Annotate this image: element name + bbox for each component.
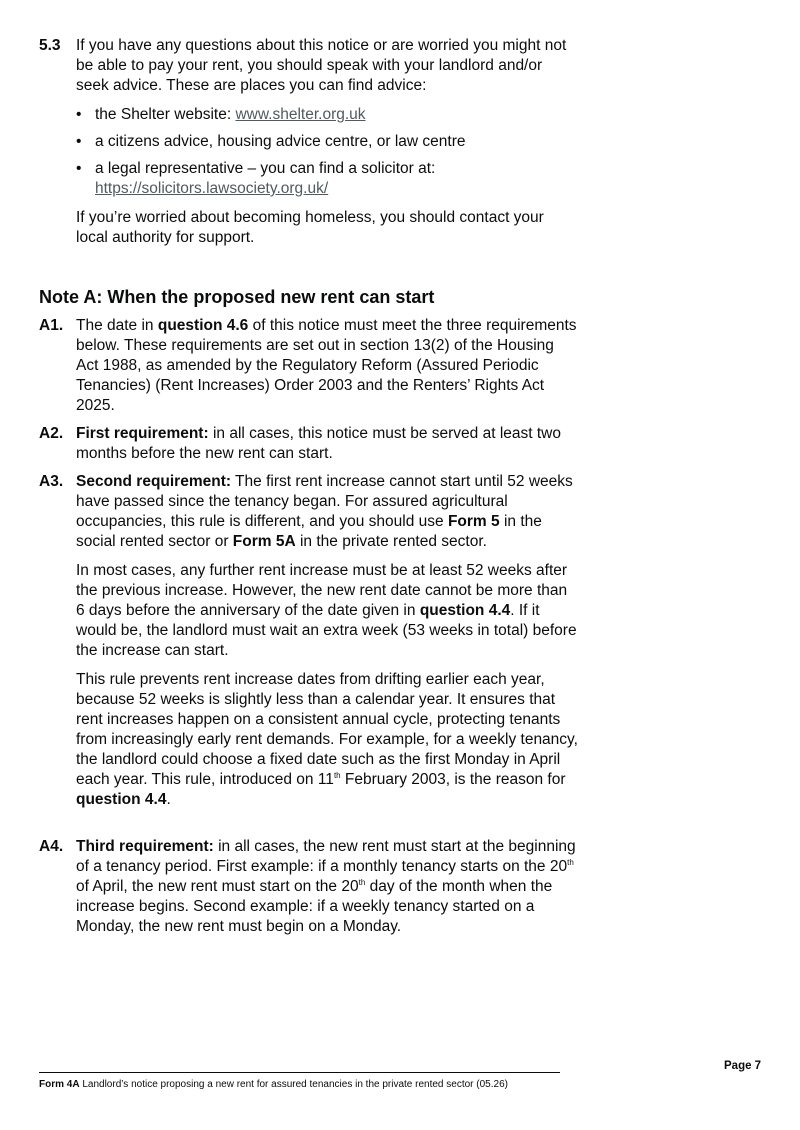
item-number: A1. [39,317,64,334]
law-society-link[interactable]: https://solicitors.lawsociety.org.uk/ [95,180,329,197]
page-number: Page 7 [724,1060,762,1072]
list-item-text: the Shelter website: [95,106,236,123]
note-a-heading: Note A: When the proposed new rent can start [39,287,435,307]
list-item-text: a citizens advice, housing advice centre, or law centre [95,133,466,150]
item-text: This rule prevents rent increase dates from drifting earlier each year, because 52 weeks is slightly less than a calendar year. It ensures that rent increases happen on a consistent annual cycle, protecting tenants from increasingly early rent demands. For example, for a weekly tenancy, the landlord could choose a fixed date such as the first Monday in April each year. This rule, introduced on 11th February 2003, is the reason for question 4.4. [76,671,578,808]
item-text: First requirement: in all cases, this notice must be served at least two months before the new rent can start. [76,425,562,462]
item-number: A3. [39,473,64,490]
section-number: 5.3 [39,37,61,54]
note-a1 [39,316,579,416]
footer-divider [39,1072,560,1073]
item-text: The date in question 4.6 of this notice must meet the three requirements below. These requirements are set out in section 13(2) of the Housing Act 1988, as amended by the Regulatory Reform (Assured Periodic Tenancies) (Rent Increases) Order 2003 and the Renters’ Rights Act 2025. [76,317,577,414]
list-item [76,159,579,199]
section-intro: If you have any questions about this notice or are worried you might not be able to pay your rent, you should speak with your landlord and/or seek advice. These are places you can find advice: [76,37,567,94]
item-text: Third requirement: in all cases, the new rent must start at the beginning of a tenancy period. First example: if a monthly tenancy starts on the 20th of April, the new rent must start on the 20th day of the month when the increase begins. Second example: if a weekly tenancy started on a Monday, the new rent must begin on a Monday. [76,838,576,935]
note-a3 [39,472,579,810]
note-a4 [39,837,579,937]
list-item [76,132,579,152]
footer-text [39,1078,508,1092]
section-5-3 [39,36,579,248]
list-item-text: a legal representative – you can find a solicitor at: [95,160,436,177]
advice-list [76,105,579,199]
form-title: Landlord’s notice proposing a new rent for assured tenancies in the private rented sector (05.26) [79,1079,508,1090]
section-outro: If you’re worried about becoming homeless, you should contact your local authority for support. [76,209,544,246]
shelter-link[interactable]: www.shelter.org.uk [235,106,366,123]
item-number: A4. [39,838,64,855]
item-number: A2. [39,425,64,442]
item-text: Second requirement: The first rent increase cannot start until 52 weeks have passed since the tenancy began. For assured agricultural occupancies, this rule is different, and you should use Form 5 in the social rented sector or Form 5A in the private rented sector. [76,473,573,550]
form-label: Form 4A [39,1079,80,1090]
list-item [76,105,579,125]
note-a2 [39,424,579,464]
item-text: In most cases, any further rent increase must be at least 52 weeks after the previous increase. However, the new rent date cannot be more than 6 days before the anniversary of the date given in question 4.4. If it would be, the landlord must wait an extra week (53 weeks in total) before the increase can start. [76,562,577,659]
